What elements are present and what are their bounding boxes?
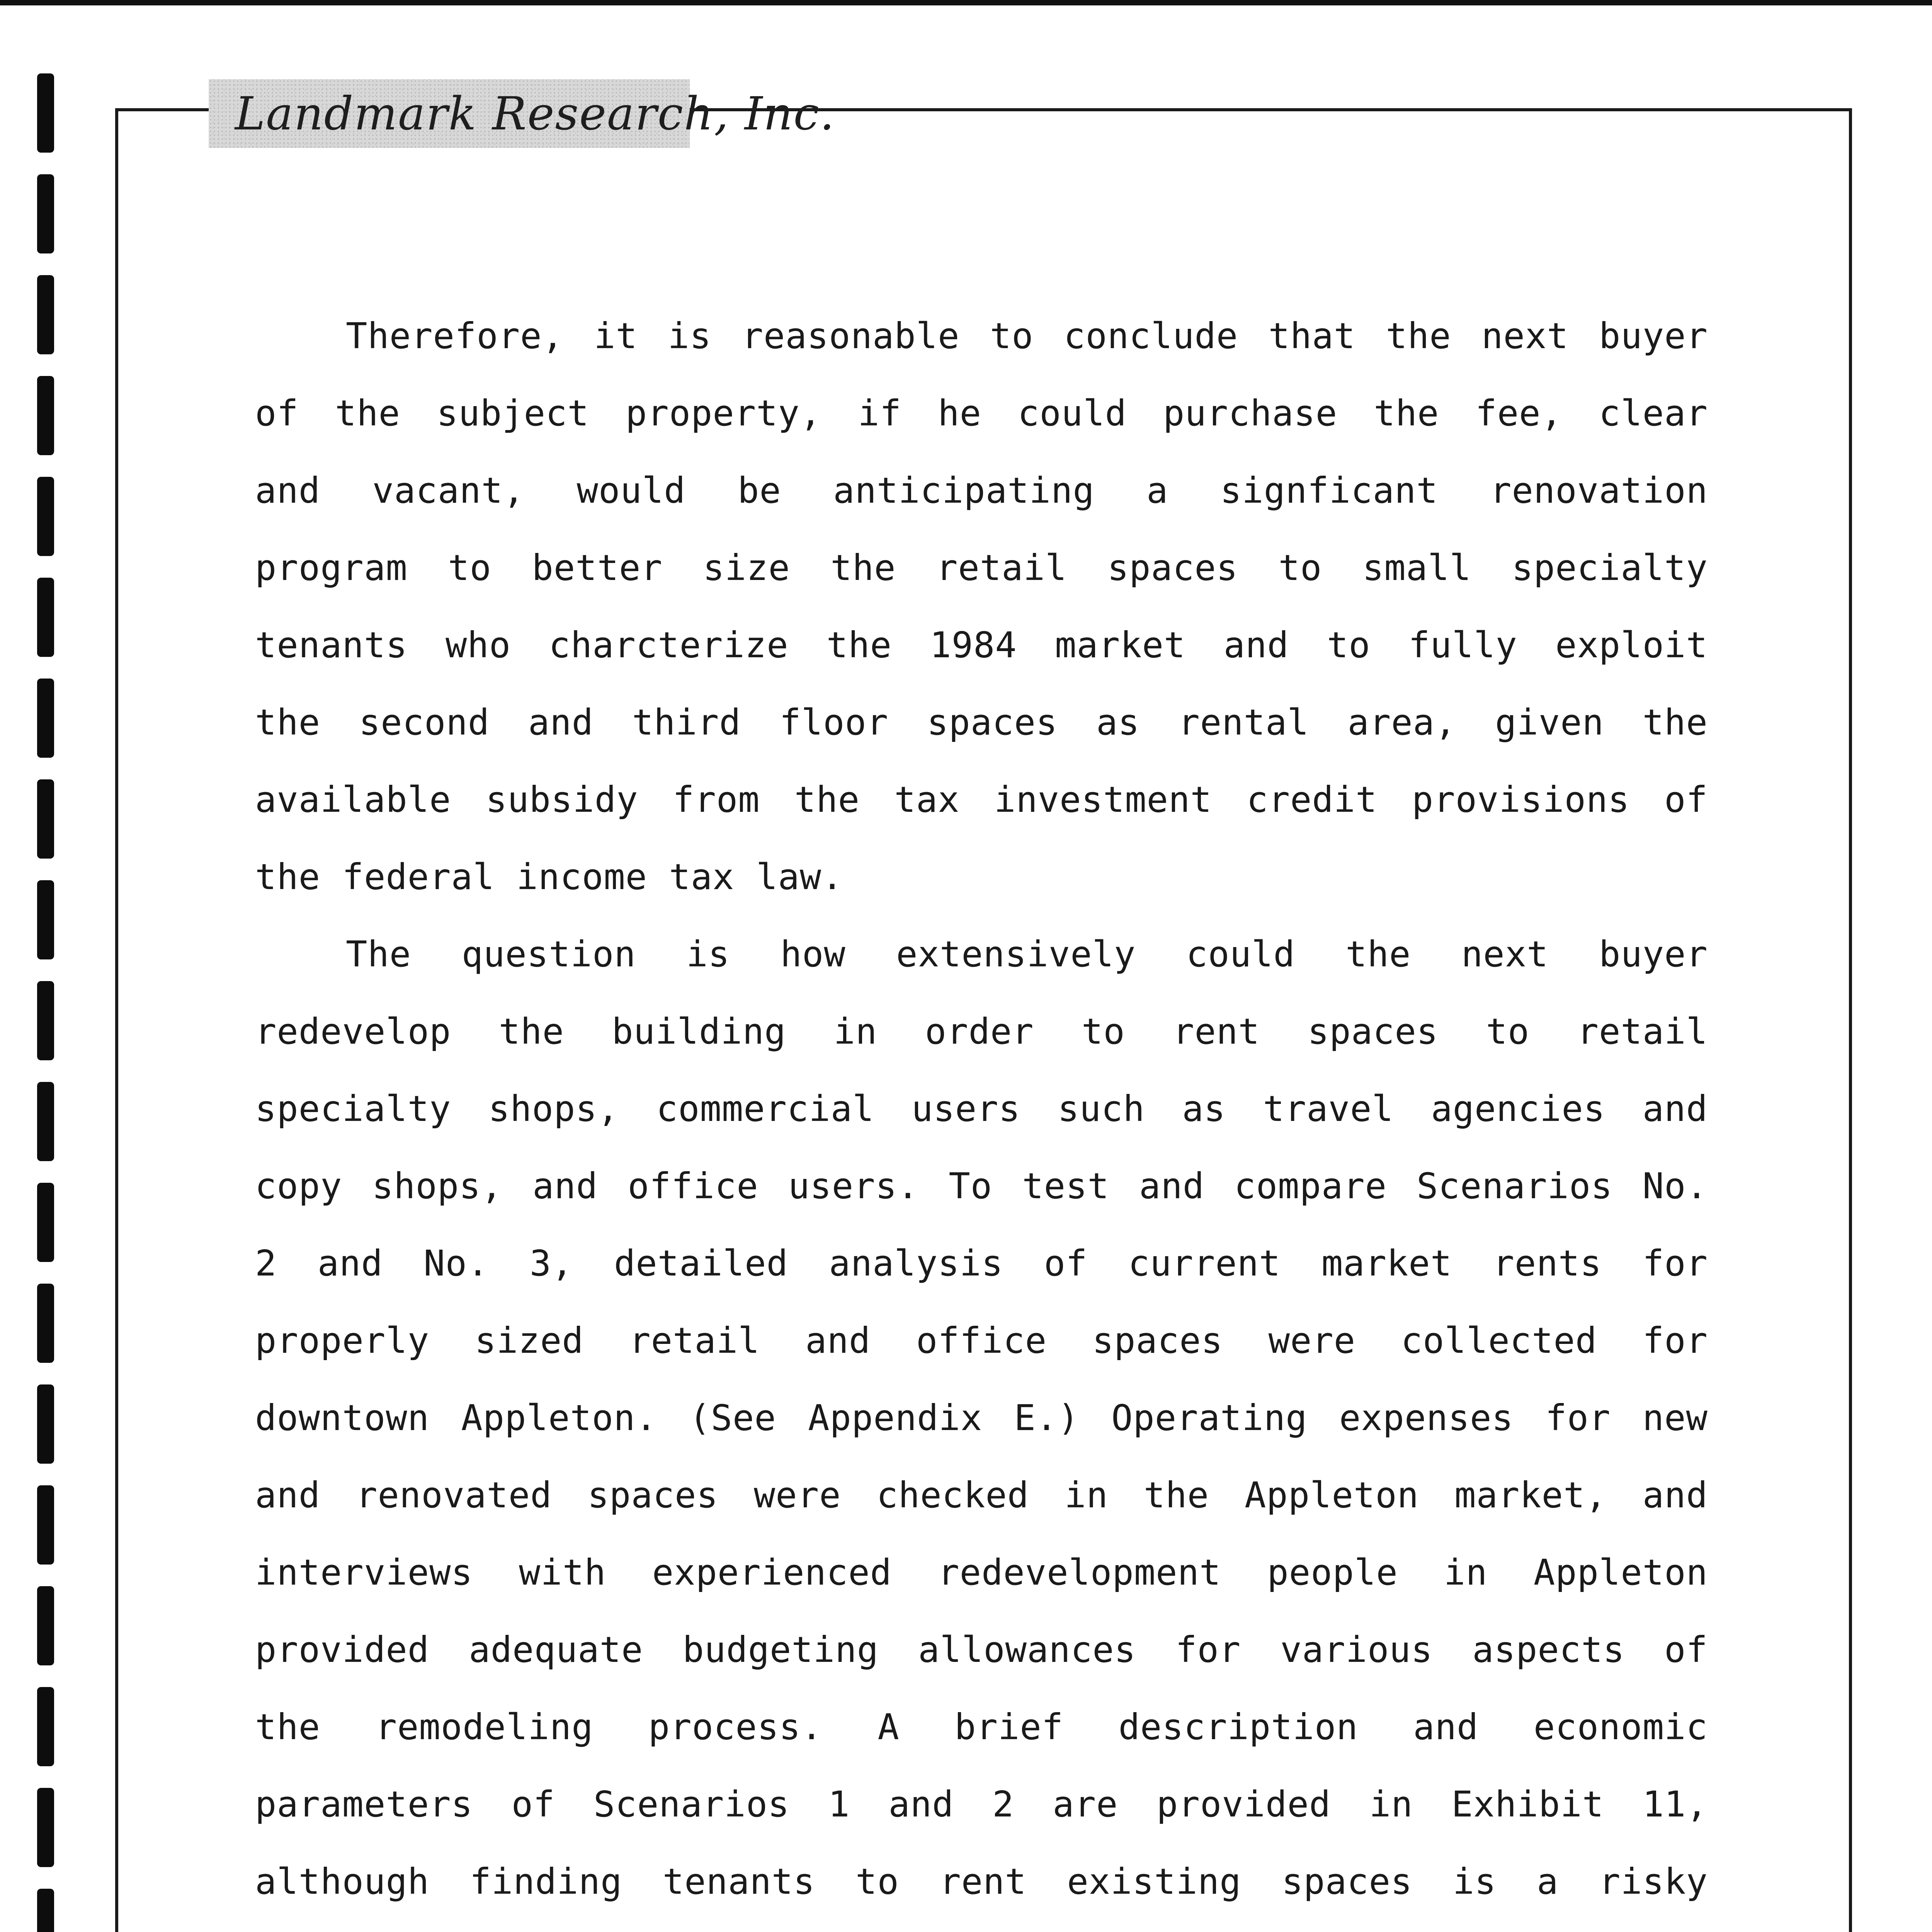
page-top-edge	[0, 0, 1932, 5]
text-line: the federal income tax law.	[255, 856, 844, 898]
binding-hole	[37, 1183, 54, 1262]
binding-hole	[37, 1788, 54, 1867]
binding-hole	[37, 679, 54, 758]
text-line: the remodeling process. A brief description and economic	[255, 1706, 1708, 1748]
binding-hole	[37, 1889, 54, 1932]
binding-hole	[37, 578, 54, 657]
text-line: downtown Appleton. (See Appendix E.) Operating expenses for new	[255, 1397, 1708, 1439]
binding-hole	[37, 1485, 54, 1565]
binding-hole	[37, 880, 54, 959]
binding-hole	[37, 477, 54, 556]
text-line: properly sized retail and office spaces were collected for	[255, 1320, 1708, 1361]
binding-hole	[37, 174, 54, 253]
binding-hole	[37, 1284, 54, 1363]
text-line: available subsidy from the tax investment credit provisions of	[255, 779, 1708, 820]
text-line: the second and third floor spaces as rental area, given the	[255, 702, 1708, 743]
binding-hole	[37, 1082, 54, 1161]
binding-hole	[37, 1687, 54, 1766]
binding-hole	[37, 376, 54, 455]
text-line: 2 and No. 3, detailed analysis of current market rents for	[255, 1243, 1708, 1284]
text-line: and renovated spaces were checked in the Appleton market, and	[255, 1475, 1708, 1516]
binding-hole	[37, 1384, 54, 1464]
binding-holes	[37, 73, 54, 1932]
binding-hole	[37, 779, 54, 859]
text-line	[255, 1920, 1708, 1932]
text-line: of the subject property, if he could purchase the fee, clear	[255, 393, 1708, 434]
body-text	[255, 298, 1708, 1932]
text-line: Therefore, it is reasonable to conclude that the next buyer	[346, 315, 1708, 357]
text-line: program to better size the retail spaces to small specialty	[255, 547, 1708, 588]
text-line: provided adequate budgeting allowances for various aspects of	[255, 1629, 1708, 1670]
binding-hole	[37, 73, 54, 153]
binding-hole	[37, 981, 54, 1060]
text-line: although finding tenants to rent existing spaces is a risky	[255, 1861, 1708, 1902]
text-line: tenants who charcterize the 1984 market and to fully exploit	[255, 624, 1708, 666]
text-line: and vacant, would be anticipating a signficant renovation	[255, 470, 1708, 511]
binding-hole	[37, 275, 54, 354]
text-line: specialty shops, commercial users such as travel agencies and	[255, 1088, 1708, 1129]
text-line: The question is how extensively could the next buyer	[346, 934, 1708, 975]
text-line: copy shops, and office users. To test and compare Scenarios No.	[255, 1165, 1708, 1207]
text-line: interviews with experienced redevelopment people in Appleton	[255, 1552, 1708, 1593]
binding-hole	[37, 1586, 54, 1665]
company-logo	[209, 79, 835, 148]
text-line: redevelop the building in order to rent spaces to retail	[255, 1011, 1708, 1052]
company-logo-text: Landmark Research, Inc.	[235, 87, 835, 140]
text-line: parameters of Scenarios 1 and 2 are provided in Exhibit 11,	[255, 1784, 1708, 1825]
